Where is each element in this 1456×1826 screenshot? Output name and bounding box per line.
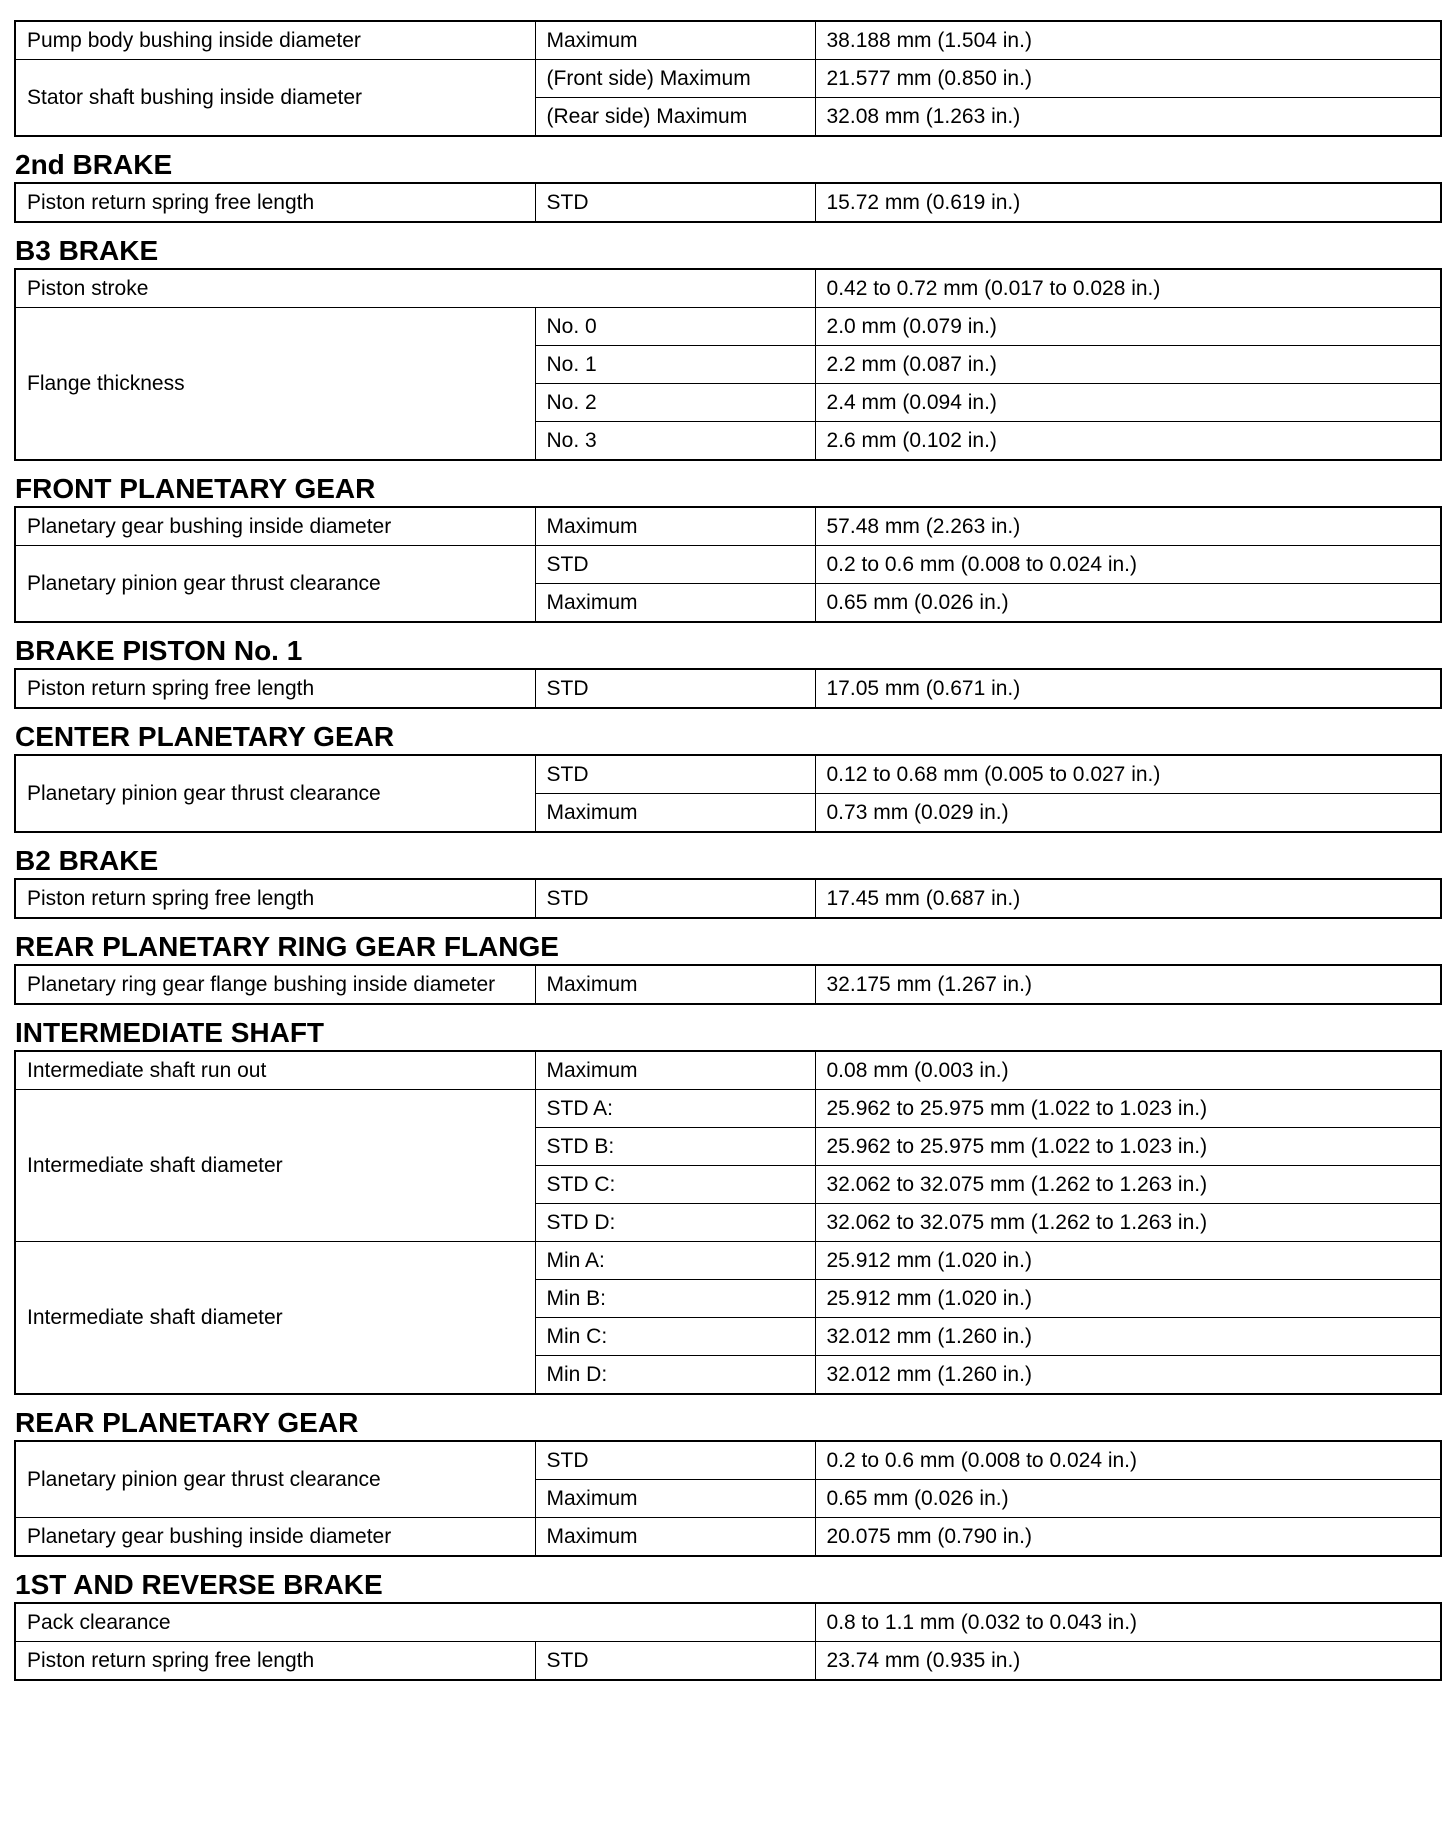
section-title-b2-brake: B2 BRAKE [15,845,159,876]
value-cell: 17.45 mm (0.687 in.) [815,879,1441,918]
value-cell: 0.08 mm (0.003 in.) [815,1051,1441,1090]
condition-cell: STD [535,1441,815,1480]
table-row [15,965,1441,1004]
item-cell: Intermediate shaft run out [15,1051,535,1090]
value-cell: 23.74 mm (0.935 in.) [815,1642,1441,1681]
condition-cell: (Rear side) Maximum [535,98,815,137]
value-cell: 0.65 mm (0.026 in.) [815,1480,1441,1518]
value-cell: 0.2 to 0.6 mm (0.008 to 0.024 in.) [815,546,1441,584]
item-cell: Piston return spring free length [15,669,535,708]
spec-table-b2-brake [14,878,1442,919]
value-cell: 0.2 to 0.6 mm (0.008 to 0.024 in.) [815,1441,1441,1480]
item-cell: Planetary ring gear flange bushing inside diameter [15,965,535,1004]
spec-table-rear-planetary-gear [14,1440,1442,1557]
section-title-1st-and-reverse-brake: 1ST AND REVERSE BRAKE [15,1569,383,1600]
item-cell: Planetary pinion gear thrust clearance [15,755,535,832]
condition-cell: STD [535,546,815,584]
table-row [15,507,1441,546]
condition-cell: STD A: [535,1090,815,1128]
value-cell: 57.48 mm (2.263 in.) [815,507,1441,546]
item-cell: Planetary gear bushing inside diameter [15,507,535,546]
value-cell: 20.075 mm (0.790 in.) [815,1518,1441,1557]
value-cell: 2.6 mm (0.102 in.) [815,422,1441,461]
table-row [15,1441,1441,1480]
condition-cell: Maximum [535,584,815,623]
value-cell: 0.73 mm (0.029 in.) [815,794,1441,833]
spec-table-front-planetary-gear [14,506,1442,623]
item-cell: Piston return spring free length [15,879,535,918]
table-row [15,1642,1441,1681]
condition-cell: (Front side) Maximum [535,60,815,98]
section-title-brake-piston-no-1: BRAKE PISTON No. 1 [15,635,303,666]
condition-cell: Maximum [535,1051,815,1090]
condition-cell: STD B: [535,1128,815,1166]
section-title-intermediate-shaft: INTERMEDIATE SHAFT [15,1017,325,1048]
section-title-front-planetary-gear: FRONT PLANETARY GEAR [15,473,376,504]
condition-cell: Maximum [535,794,815,833]
item-cell: Intermediate shaft diameter [15,1090,535,1242]
item-cell: Planetary gear bushing inside diameter [15,1518,535,1557]
table-row [15,60,1441,98]
section-title-rear-planetary-ring-gear-flange: REAR PLANETARY RING GEAR FLANGE [15,931,559,962]
value-cell: 15.72 mm (0.619 in.) [815,183,1441,222]
condition-cell: STD D: [535,1204,815,1242]
value-cell: 38.188 mm (1.504 in.) [815,21,1441,60]
item-cell: Piston stroke [15,269,815,308]
item-cell: Intermediate shaft diameter [15,1242,535,1395]
value-cell: 2.2 mm (0.087 in.) [815,346,1441,384]
condition-cell: No. 0 [535,308,815,346]
condition-cell: Min B: [535,1280,815,1318]
value-cell: 32.062 to 32.075 mm (1.262 to 1.263 in.) [815,1166,1441,1204]
item-cell: Planetary pinion gear thrust clearance [15,546,535,623]
condition-cell: STD [535,1642,815,1681]
item-cell: Pump body bushing inside diameter [15,21,535,60]
table-row [15,546,1441,584]
spec-table-intermediate-shaft [14,1050,1442,1395]
value-cell: 0.8 to 1.1 mm (0.032 to 0.043 in.) [815,1603,1441,1642]
value-cell: 25.962 to 25.975 mm (1.022 to 1.023 in.) [815,1090,1441,1128]
section-title-2nd-brake: 2nd BRAKE [15,149,173,180]
item-cell: Piston return spring free length [15,183,535,222]
spec-table-brake-piston-no-1 [14,668,1442,709]
oil-pump-spec-table [14,20,1442,137]
table-row [15,1090,1441,1128]
value-cell: 25.962 to 25.975 mm (1.022 to 1.023 in.) [815,1128,1441,1166]
condition-cell: Maximum [535,1480,815,1518]
condition-cell: No. 2 [535,384,815,422]
table-row [15,183,1441,222]
table-row [15,669,1441,708]
spec-table-1st-and-reverse-brake [14,1602,1442,1681]
table-row [15,879,1441,918]
condition-cell: Maximum [535,21,815,60]
condition-cell: STD [535,669,815,708]
value-cell: 32.012 mm (1.260 in.) [815,1356,1441,1395]
section-title-center-planetary-gear: CENTER PLANETARY GEAR [15,721,395,752]
table-row [15,21,1441,60]
value-cell: 2.4 mm (0.094 in.) [815,384,1441,422]
section-title-b3-brake: B3 BRAKE [15,235,159,266]
value-cell: 32.175 mm (1.267 in.) [815,965,1441,1004]
spec-table-b3-brake [14,268,1442,461]
value-cell: 2.0 mm (0.079 in.) [815,308,1441,346]
value-cell: 0.65 mm (0.026 in.) [815,584,1441,623]
item-cell: Flange thickness [15,308,535,461]
table-row [15,1242,1441,1280]
section-title-rear-planetary-gear: REAR PLANETARY GEAR [15,1407,359,1438]
value-cell: 21.577 mm (0.850 in.) [815,60,1441,98]
condition-cell: STD [535,183,815,222]
table-row [15,308,1441,346]
item-cell: Planetary pinion gear thrust clearance [15,1441,535,1518]
condition-cell: Maximum [535,1518,815,1557]
condition-cell: Min C: [535,1318,815,1356]
condition-cell: STD [535,755,815,794]
item-cell: Stator shaft bushing inside diameter [15,60,535,137]
condition-cell: STD C: [535,1166,815,1204]
value-cell: 25.912 mm (1.020 in.) [815,1242,1441,1280]
value-cell: 32.062 to 32.075 mm (1.262 to 1.263 in.) [815,1204,1441,1242]
condition-cell: Maximum [535,965,815,1004]
table-row [15,755,1441,794]
condition-cell: STD [535,879,815,918]
table-row [15,1603,1441,1642]
spec-table-rear-planetary-ring-gear-flange [14,964,1442,1005]
value-cell: 32.012 mm (1.260 in.) [815,1318,1441,1356]
value-cell: 32.08 mm (1.263 in.) [815,98,1441,137]
value-cell: 17.05 mm (0.671 in.) [815,669,1441,708]
spec-table-center-planetary-gear [14,754,1442,833]
spec-document [14,20,1442,1692]
condition-cell: Min D: [535,1356,815,1395]
spec-table-2nd-brake [14,182,1442,223]
condition-cell: No. 3 [535,422,815,461]
value-cell: 0.42 to 0.72 mm (0.017 to 0.028 in.) [815,269,1441,308]
condition-cell: Min A: [535,1242,815,1280]
item-cell: Pack clearance [15,1603,815,1642]
table-row [15,1518,1441,1557]
value-cell: 0.12 to 0.68 mm (0.005 to 0.027 in.) [815,755,1441,794]
condition-cell: No. 1 [535,346,815,384]
item-cell: Piston return spring free length [15,1642,535,1681]
table-row [15,1051,1441,1090]
condition-cell: Maximum [535,507,815,546]
value-cell: 25.912 mm (1.020 in.) [815,1280,1441,1318]
table-row [15,269,1441,308]
